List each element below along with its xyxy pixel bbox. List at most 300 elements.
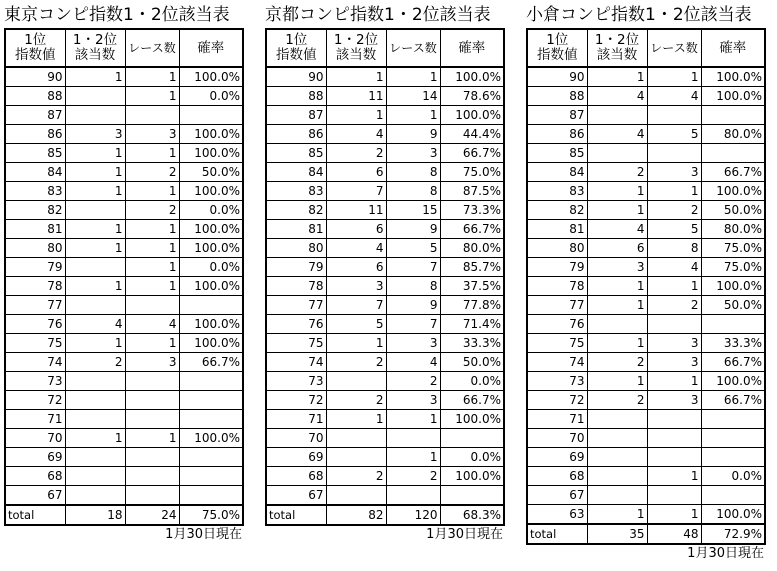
index-value-cell: 72 xyxy=(5,391,65,410)
race-count-cell: 3 xyxy=(386,334,440,353)
index-value-cell: 68 xyxy=(5,467,65,486)
rate-cell: 100.0% xyxy=(179,144,243,163)
kyoto-title: 京都コンピ指数1・2位該当表 xyxy=(265,5,491,25)
total-label: total xyxy=(5,505,65,525)
rate-cell: 0.0% xyxy=(440,448,504,467)
index-value-cell: 84 xyxy=(527,163,587,182)
rate-cell xyxy=(179,410,243,429)
table-row xyxy=(527,220,765,239)
rate-cell xyxy=(701,486,765,505)
total-row xyxy=(5,505,243,525)
race-count-cell: 9 xyxy=(386,125,440,144)
index-value-cell: 80 xyxy=(5,239,65,258)
index-value-cell: 79 xyxy=(266,258,326,277)
hit-count-cell: 5 xyxy=(326,315,386,334)
table-row xyxy=(5,467,243,486)
table-row xyxy=(5,182,243,201)
kokura-table xyxy=(526,28,766,545)
table-row xyxy=(527,372,765,391)
rate-cell: 75.0% xyxy=(440,163,504,182)
table-row xyxy=(266,182,504,201)
rate-cell xyxy=(179,372,243,391)
rate-cell xyxy=(701,448,765,467)
race-count-cell: 3 xyxy=(386,391,440,410)
hit-count-cell: 2 xyxy=(587,163,647,182)
hit-count-cell: 1 xyxy=(65,67,125,87)
table-row xyxy=(5,239,243,258)
table-row xyxy=(527,258,765,277)
index-value-cell: 90 xyxy=(5,67,65,87)
tokyo-panel xyxy=(4,0,242,544)
rate-cell: 100.0% xyxy=(179,125,243,144)
hit-count-cell: 1 xyxy=(587,182,647,201)
rate-cell: 0.0% xyxy=(179,201,243,220)
hit-count-header: 1・2位 該当数 xyxy=(587,29,647,67)
rate-cell: 100.0% xyxy=(179,429,243,448)
rate-cell xyxy=(701,315,765,334)
index-value-cell: 90 xyxy=(266,67,326,87)
race-count-cell xyxy=(125,296,179,315)
index-value-cell: 87 xyxy=(527,106,587,125)
hit-count-cell xyxy=(65,391,125,410)
table-row xyxy=(266,448,504,467)
index-value-cell: 70 xyxy=(5,429,65,448)
index-value-cell: 78 xyxy=(527,277,587,296)
race-count-cell xyxy=(647,315,701,334)
rate-cell: 100.0% xyxy=(179,220,243,239)
index-value-cell: 70 xyxy=(266,429,326,448)
index-value-cell: 75 xyxy=(527,334,587,353)
hit-count-cell xyxy=(65,372,125,391)
index-value-cell: 73 xyxy=(266,372,326,391)
rate-header: 確率 xyxy=(179,29,243,67)
total-label: total xyxy=(266,505,326,525)
index-value-cell: 67 xyxy=(5,486,65,506)
table-row xyxy=(266,220,504,239)
hit-count-cell: 1 xyxy=(65,334,125,353)
rate-cell: 44.4% xyxy=(440,125,504,144)
index-value-cell: 81 xyxy=(266,220,326,239)
hit-count-cell: 1 xyxy=(65,144,125,163)
hit-count-cell: 1 xyxy=(65,220,125,239)
index-value-cell: 85 xyxy=(266,144,326,163)
race-count-cell: 1 xyxy=(647,467,701,486)
hit-count-cell: 1 xyxy=(326,106,386,125)
rate-cell: 33.3% xyxy=(440,334,504,353)
hit-count-cell: 2 xyxy=(326,467,386,486)
hit-count-cell: 11 xyxy=(326,87,386,106)
race-count-cell xyxy=(125,467,179,486)
table-row xyxy=(527,67,765,87)
race-count-cell: 2 xyxy=(125,201,179,220)
race-count-cell: 1 xyxy=(647,67,701,87)
race-count-cell: 7 xyxy=(386,258,440,277)
hit-count-cell: 1 xyxy=(65,182,125,201)
table-row xyxy=(266,258,504,277)
race-count-cell: 1 xyxy=(125,429,179,448)
index-value-cell: 77 xyxy=(527,296,587,315)
table-row xyxy=(5,201,243,220)
table-row xyxy=(5,353,243,372)
table-row xyxy=(266,106,504,125)
table-row xyxy=(527,334,765,353)
rate-cell: 100.0% xyxy=(179,67,243,87)
hit-count-cell: 4 xyxy=(65,315,125,334)
race-count-cell: 7 xyxy=(386,315,440,334)
rate-cell: 66.7% xyxy=(440,144,504,163)
race-count-cell: 48 xyxy=(647,524,701,544)
hit-count-cell xyxy=(65,201,125,220)
race-count-cell: 1 xyxy=(125,220,179,239)
hit-count-cell: 2 xyxy=(326,391,386,410)
rate-cell: 66.7% xyxy=(701,163,765,182)
table-row xyxy=(266,372,504,391)
table-row xyxy=(266,429,504,448)
race-count-cell: 1 xyxy=(386,106,440,125)
hit-count-cell xyxy=(326,486,386,506)
kokura-panel xyxy=(526,0,764,563)
index-value-header: 1位 指数値 xyxy=(5,29,65,67)
hit-count-cell: 1 xyxy=(587,201,647,220)
race-count-cell: 8 xyxy=(386,163,440,182)
table-row xyxy=(5,106,243,125)
rate-cell: 100.0% xyxy=(701,182,765,201)
tokyo-date: 1月30日現在 xyxy=(165,527,242,542)
hit-count-cell: 1 xyxy=(65,277,125,296)
rate-cell xyxy=(179,448,243,467)
race-count-cell: 1 xyxy=(125,334,179,353)
table-row xyxy=(5,125,243,144)
race-count-cell: 1 xyxy=(647,182,701,201)
index-value-cell: 79 xyxy=(5,258,65,277)
rate-cell: 50.0% xyxy=(440,353,504,372)
index-value-header: 1位 指数値 xyxy=(266,29,326,67)
table-row xyxy=(266,125,504,144)
race-count-cell: 8 xyxy=(386,182,440,201)
race-count-cell xyxy=(647,410,701,429)
rate-cell: 75.0% xyxy=(179,505,243,525)
race-count-cell: 2 xyxy=(647,201,701,220)
race-count-header: レース数 xyxy=(386,29,440,67)
race-count-cell xyxy=(386,486,440,506)
race-count-cell: 1 xyxy=(125,144,179,163)
index-value-cell: 69 xyxy=(5,448,65,467)
race-count-cell: 1 xyxy=(125,67,179,87)
index-value-cell: 82 xyxy=(527,201,587,220)
race-count-cell: 24 xyxy=(125,505,179,525)
rate-cell xyxy=(701,106,765,125)
race-count-cell xyxy=(647,106,701,125)
hit-count-cell xyxy=(587,467,647,486)
hit-count-cell xyxy=(326,372,386,391)
index-value-header: 1位 指数値 xyxy=(527,29,587,67)
race-count-cell xyxy=(125,372,179,391)
rate-cell: 66.7% xyxy=(179,353,243,372)
total-row xyxy=(527,524,765,544)
table-row xyxy=(266,353,504,372)
table-row xyxy=(5,410,243,429)
race-count-cell: 1 xyxy=(125,239,179,258)
index-value-cell: 71 xyxy=(527,410,587,429)
rate-cell xyxy=(179,391,243,410)
table-row xyxy=(5,163,243,182)
rate-cell: 100.0% xyxy=(440,410,504,429)
table-row xyxy=(527,182,765,201)
index-value-cell: 81 xyxy=(527,220,587,239)
hit-count-cell xyxy=(65,486,125,506)
rate-cell: 71.4% xyxy=(440,315,504,334)
rate-cell: 75.0% xyxy=(701,239,765,258)
hit-count-header: 1・2位 該当数 xyxy=(65,29,125,67)
race-count-cell xyxy=(647,144,701,163)
race-count-cell: 2 xyxy=(386,467,440,486)
rate-cell: 37.5% xyxy=(440,277,504,296)
rate-header: 確率 xyxy=(701,29,765,67)
race-count-cell: 120 xyxy=(386,505,440,525)
index-value-cell: 67 xyxy=(527,486,587,505)
table-row xyxy=(266,391,504,410)
rate-cell xyxy=(701,429,765,448)
kokura-title: 小倉コンピ指数1・2位該当表 xyxy=(526,5,752,25)
race-count-cell: 1 xyxy=(386,67,440,87)
index-value-cell: 87 xyxy=(5,106,65,125)
rate-cell: 50.0% xyxy=(179,163,243,182)
table-row xyxy=(266,467,504,486)
index-value-cell: 90 xyxy=(527,67,587,87)
hit-count-cell: 7 xyxy=(326,296,386,315)
race-count-cell: 5 xyxy=(647,125,701,144)
index-value-cell: 76 xyxy=(266,315,326,334)
rate-cell: 100.0% xyxy=(701,277,765,296)
table-row xyxy=(5,296,243,315)
race-count-cell: 3 xyxy=(386,144,440,163)
rate-cell: 100.0% xyxy=(179,315,243,334)
race-count-cell: 1 xyxy=(386,410,440,429)
hit-count-cell: 2 xyxy=(587,353,647,372)
hit-count-cell: 1 xyxy=(65,163,125,182)
table-row xyxy=(527,125,765,144)
hit-count-cell xyxy=(65,106,125,125)
hit-count-cell: 2 xyxy=(65,353,125,372)
rate-header: 確率 xyxy=(440,29,504,67)
index-value-cell: 70 xyxy=(527,429,587,448)
rate-cell: 75.0% xyxy=(701,258,765,277)
race-count-cell: 9 xyxy=(386,296,440,315)
table-row xyxy=(266,163,504,182)
index-value-cell: 82 xyxy=(5,201,65,220)
kyoto-table xyxy=(265,28,505,526)
race-count-cell xyxy=(125,448,179,467)
rate-cell xyxy=(179,486,243,506)
race-count-cell: 1 xyxy=(125,258,179,277)
hit-count-cell: 4 xyxy=(326,125,386,144)
index-value-cell: 84 xyxy=(266,163,326,182)
hit-count-cell xyxy=(587,315,647,334)
race-count-cell: 2 xyxy=(386,372,440,391)
race-count-cell: 1 xyxy=(647,505,701,525)
race-count-cell xyxy=(647,448,701,467)
table-row xyxy=(266,410,504,429)
index-value-cell: 73 xyxy=(527,372,587,391)
rate-cell: 66.7% xyxy=(440,220,504,239)
table-row xyxy=(5,391,243,410)
race-count-header: レース数 xyxy=(125,29,179,67)
table-row xyxy=(266,87,504,106)
table-row xyxy=(527,144,765,163)
table-row xyxy=(527,410,765,429)
race-count-cell: 3 xyxy=(125,125,179,144)
index-value-cell: 83 xyxy=(266,182,326,201)
index-value-cell: 88 xyxy=(266,87,326,106)
rate-cell: 0.0% xyxy=(179,258,243,277)
index-value-cell: 83 xyxy=(5,182,65,201)
index-value-cell: 73 xyxy=(5,372,65,391)
hit-count-cell: 1 xyxy=(587,334,647,353)
index-value-cell: 86 xyxy=(266,125,326,144)
hit-count-cell: 1 xyxy=(587,505,647,525)
hit-count-cell xyxy=(587,410,647,429)
rate-cell: 77.8% xyxy=(440,296,504,315)
index-value-cell: 69 xyxy=(266,448,326,467)
hit-count-cell xyxy=(65,448,125,467)
rate-cell: 50.0% xyxy=(701,296,765,315)
hit-count-cell: 1 xyxy=(326,410,386,429)
index-value-cell: 75 xyxy=(5,334,65,353)
index-value-cell: 77 xyxy=(5,296,65,315)
race-count-cell xyxy=(386,429,440,448)
rate-cell: 87.5% xyxy=(440,182,504,201)
hit-count-cell: 82 xyxy=(326,505,386,525)
index-value-cell: 72 xyxy=(266,391,326,410)
race-count-cell: 5 xyxy=(647,220,701,239)
race-count-cell: 5 xyxy=(386,239,440,258)
index-value-cell: 74 xyxy=(5,353,65,372)
index-value-cell: 71 xyxy=(5,410,65,429)
table-row xyxy=(527,106,765,125)
table-row xyxy=(5,277,243,296)
race-count-cell xyxy=(125,391,179,410)
table-row xyxy=(527,87,765,106)
hit-count-cell xyxy=(587,144,647,163)
rate-cell: 78.6% xyxy=(440,87,504,106)
rate-cell: 85.7% xyxy=(440,258,504,277)
rate-cell xyxy=(179,106,243,125)
hit-count-cell: 1 xyxy=(587,277,647,296)
hit-count-cell: 18 xyxy=(65,505,125,525)
table-row xyxy=(5,486,243,506)
index-value-cell: 86 xyxy=(5,125,65,144)
index-value-cell: 86 xyxy=(527,125,587,144)
tokyo-table xyxy=(4,28,244,526)
hit-count-cell: 7 xyxy=(326,182,386,201)
index-value-cell: 82 xyxy=(266,201,326,220)
rate-cell: 66.7% xyxy=(440,391,504,410)
table-row xyxy=(527,201,765,220)
hit-count-cell: 6 xyxy=(326,220,386,239)
race-count-cell: 1 xyxy=(125,87,179,106)
hit-count-cell: 1 xyxy=(326,67,386,87)
kokura-date: 1月30日現在 xyxy=(687,546,764,561)
hit-count-cell: 3 xyxy=(65,125,125,144)
rate-cell: 100.0% xyxy=(701,87,765,106)
table-row xyxy=(5,315,243,334)
rate-cell xyxy=(440,429,504,448)
rate-cell: 100.0% xyxy=(440,106,504,125)
index-value-cell: 74 xyxy=(527,353,587,372)
table-row xyxy=(527,315,765,334)
table-row xyxy=(5,258,243,277)
tokyo-title: 東京コンピ指数1・2位該当表 xyxy=(4,5,230,25)
index-value-cell: 83 xyxy=(527,182,587,201)
race-count-cell: 2 xyxy=(647,296,701,315)
index-value-cell: 74 xyxy=(266,353,326,372)
rate-cell: 33.3% xyxy=(701,334,765,353)
race-count-cell: 3 xyxy=(647,391,701,410)
table-row xyxy=(266,144,504,163)
table-row xyxy=(5,334,243,353)
index-value-cell: 88 xyxy=(527,87,587,106)
rate-cell: 100.0% xyxy=(701,372,765,391)
hit-count-cell: 1 xyxy=(65,429,125,448)
hit-count-cell: 1 xyxy=(65,239,125,258)
rate-cell: 100.0% xyxy=(701,67,765,87)
race-count-cell: 4 xyxy=(647,258,701,277)
hit-count-cell: 4 xyxy=(587,125,647,144)
race-count-cell: 1 xyxy=(125,277,179,296)
hit-count-cell: 4 xyxy=(326,239,386,258)
rate-cell: 66.7% xyxy=(701,353,765,372)
kyoto-panel xyxy=(265,0,503,544)
hit-count-cell: 4 xyxy=(587,87,647,106)
race-count-cell: 8 xyxy=(386,277,440,296)
hit-count-header: 1・2位 該当数 xyxy=(326,29,386,67)
table-row xyxy=(5,67,243,87)
index-value-cell: 77 xyxy=(266,296,326,315)
table-row xyxy=(527,505,765,525)
index-value-cell: 80 xyxy=(527,239,587,258)
hit-count-cell xyxy=(65,296,125,315)
race-count-cell: 4 xyxy=(647,87,701,106)
hit-count-cell xyxy=(65,410,125,429)
hit-count-cell: 2 xyxy=(587,391,647,410)
index-value-cell: 67 xyxy=(266,486,326,506)
hit-count-cell: 3 xyxy=(587,258,647,277)
table-row xyxy=(527,486,765,505)
rate-cell: 80.0% xyxy=(701,220,765,239)
hit-count-cell xyxy=(65,87,125,106)
hit-count-cell xyxy=(587,448,647,467)
table-row xyxy=(5,220,243,239)
hit-count-cell: 1 xyxy=(587,296,647,315)
rate-cell xyxy=(179,296,243,315)
hit-count-cell: 6 xyxy=(326,163,386,182)
table-row xyxy=(266,239,504,258)
table-row xyxy=(527,429,765,448)
rate-cell: 0.0% xyxy=(701,467,765,486)
hit-count-cell: 1 xyxy=(326,334,386,353)
index-value-cell: 68 xyxy=(527,467,587,486)
table-row xyxy=(5,144,243,163)
rate-cell: 80.0% xyxy=(701,125,765,144)
hit-count-cell: 2 xyxy=(326,144,386,163)
race-count-cell: 1 xyxy=(647,372,701,391)
race-count-cell xyxy=(647,429,701,448)
rate-cell xyxy=(701,144,765,163)
index-value-cell: 68 xyxy=(266,467,326,486)
hit-count-cell: 11 xyxy=(326,201,386,220)
race-count-cell: 4 xyxy=(386,353,440,372)
index-value-cell: 76 xyxy=(527,315,587,334)
